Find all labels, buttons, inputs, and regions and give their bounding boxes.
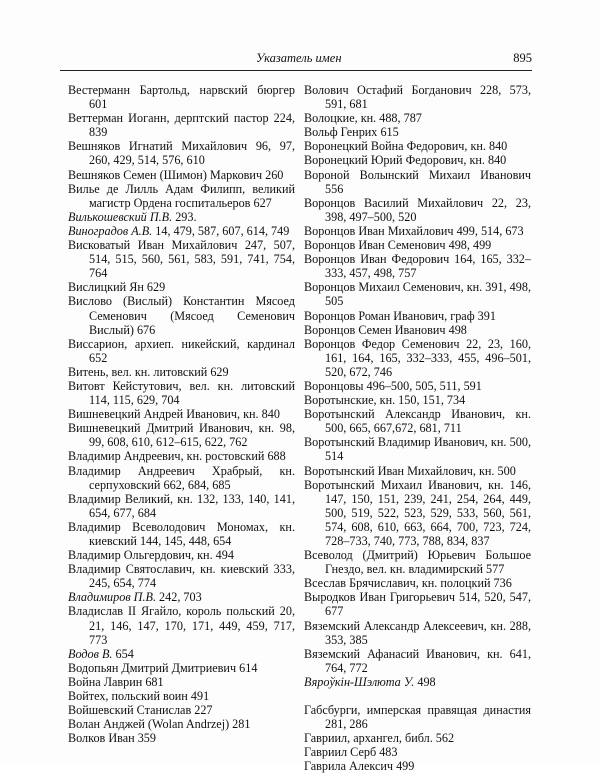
index-entry: Воронцов Василий Михайлович 22, 23, 398, 497–500, 520: [304, 195, 531, 224]
index-entry: Вешняков Семен (Шимон) Маркович 260: [68, 167, 284, 182]
header-rule: [60, 70, 532, 71]
index-entry: Вишневецкий Дмитрий Иванович, кн. 98, 99, 608, 610, 612–615, 622, 762: [68, 421, 295, 450]
index-entry: Вяземский Александр Алексеевич, кн. 288, 353, 385: [304, 618, 531, 647]
index-entry: Воротынский Александр Иванович, кн. 500, 665, 667,672, 681, 711: [304, 407, 531, 436]
index-entry: Вилье де Лилль Адам Филипп, великий магистр Ордена госпитальеров 627: [68, 181, 295, 210]
index-entry: Вислово (Вислый) Константин Мясоед Семенович (Мясоед Семенович Вислый) 676: [68, 294, 295, 337]
index-entry: Гавриил, архангел, библ. 562: [304, 731, 455, 746]
index-entry: Воронцов Михаил Семенович, кн. 391, 498, 505: [304, 280, 531, 309]
index-entry: Воронцов Иван Федорович 164, 165, 332–333, 457, 498, 757: [304, 252, 531, 281]
index-entry: Воротынский Михаил Иванович, кн. 146, 147, 150, 151, 239, 241, 254, 264, 449, 500, 519, 522, 523, 529, 533, 560, 561, 574, 608, 610, 663, 664, 700, 723, 724, 728–733, 740, 773, 788, 834, 837: [304, 477, 531, 548]
index-entry: Воронцов Федор Семенович 22, 23, 160, 161, 164, 165, 332–333, 455, 496–501, 520, 672, 746: [304, 336, 531, 379]
index-entry: Воронцов Иван Семенович 498, 499: [304, 238, 492, 253]
index-entry: Водов В. 654: [68, 646, 134, 661]
index-entry: Волович Остафий Богданович 228, 573, 591, 681: [304, 83, 531, 112]
index-entry: Владимир Андреевич Храбрый, кн. серпуховский 662, 684, 685: [68, 463, 295, 492]
index-entry: Владимир Андреевич, кн. ростовский 688: [68, 449, 286, 464]
index-entry: Владимир Святославич, кн. киевский 333, 245, 654, 774: [68, 562, 295, 591]
index-entry: Вольф Генрих 615: [304, 125, 399, 140]
index-entry: Владимир Великий, кн. 132, 133, 140, 141, 654, 677, 684: [68, 491, 295, 520]
index-entry: Вилькошевский П.В. 293.: [68, 209, 197, 224]
index-entry: Вяроўкін-Шэлюта У. 498: [304, 674, 436, 689]
index-entry: Витень, вел. кн. литовский 629: [68, 364, 229, 379]
index-entry: Гаврила Алексич 499: [304, 759, 415, 774]
index-entry: Гавриил Серб 483: [304, 745, 398, 760]
index-entry: Воротынский Владимир Иванович, кн. 500, 514: [304, 435, 531, 464]
index-entry: Вишневецкий Андрей Иванович, кн. 840: [68, 407, 280, 422]
index-entry: Вешняков Игнатий Михайлович 96, 97, 260, 429, 514, 576, 610: [68, 139, 295, 168]
index-entry: Владимир Ольгердович, кн. 494: [68, 548, 234, 563]
index-entry: Воронцов Роман Иванович, граф 391: [304, 308, 496, 323]
index-entry: Волан Анджей (Wolan Andrzej) 281: [68, 717, 251, 732]
index-entry: Вестерманн Бартольд, нарвский бюргер 601: [68, 83, 295, 112]
index-entry: Война Лаврин 681: [68, 674, 164, 689]
index-entry: Воронцовы 496–500, 505, 511, 591: [304, 378, 482, 393]
index-entry: Габсбурги, имперская правящая династия 281, 286: [304, 703, 531, 732]
index-entry: Воронецкий Юрий Федорович, кн. 840: [304, 153, 507, 168]
index-entry: Всеслав Брячиславич, кн. полоцкий 736: [304, 576, 512, 591]
index-entry: Вислицкий Ян 629: [68, 280, 166, 295]
header-title: Указатель имен: [256, 51, 342, 65]
index-entry: Владимир Всеволодович Мономах, кн. киевский 144, 145, 448, 654: [68, 519, 295, 548]
index-entry: Владислав II Ягайло, король польский 20, 21, 146, 147, 170, 171, 449, 459, 717, 773: [68, 604, 295, 647]
index-entry: Выродков Иван Григорьевич 514, 520, 547, 677: [304, 590, 531, 619]
index-entry: Воронецкий Война Федорович, кн. 840: [304, 139, 508, 154]
index-entry: Висковатый Иван Михайлович 247, 507, 514, 515, 560, 561, 583, 591, 741, 754, 764: [68, 238, 295, 281]
index-entry: Вороной Волынский Михаил Иванович 556: [304, 167, 531, 196]
index-entry: Воронцов Иван Михайлович 499, 514, 673: [304, 223, 524, 238]
index-entry: Воротынский Иван Михайлович, кн. 500: [304, 463, 516, 478]
index-entry: Волоцкие, кн. 488, 787: [304, 111, 422, 126]
index-entry: Воротынские, кн. 150, 151, 734: [304, 393, 466, 408]
index-entry: Войшевский Станислав 227: [68, 703, 213, 718]
index-entry: Войтех, польский воин 491: [68, 689, 210, 704]
index-letter-gap: [304, 689, 531, 703]
index-entry: Волков Иван 359: [68, 731, 156, 746]
index-entry: Водопьян Дмитрий Дмитриевич 614: [68, 660, 258, 675]
index-column-right: [304, 83, 531, 774]
index-entry: Веттерман Иоганн, дерптский пастор 224, 839: [68, 111, 295, 140]
index-entry: Виноградов А.В. 14, 479, 587, 607, 614, 749: [68, 223, 290, 238]
index-entry: Вяземский Афанасий Иванович, кн. 641, 764, 772: [304, 646, 531, 675]
index-entry: Всеволод (Дмитрий) Юрьевич Большое Гнездо, вел. кн. владимирский 577: [304, 548, 531, 577]
index-entry: Воронцов Семен Иванович 498: [304, 322, 467, 337]
index-column-left: [68, 83, 295, 745]
index-entry: Владимиров П.В. 242, 703: [68, 590, 202, 605]
page-number: 895: [513, 51, 532, 65]
running-header: [60, 50, 532, 70]
index-entry: Виссарион, архиеп. никейский, кардинал 652: [68, 336, 295, 365]
index-entry: Витовт Кейстутович, вел. кн. литовский 114, 115, 629, 704: [68, 378, 295, 408]
